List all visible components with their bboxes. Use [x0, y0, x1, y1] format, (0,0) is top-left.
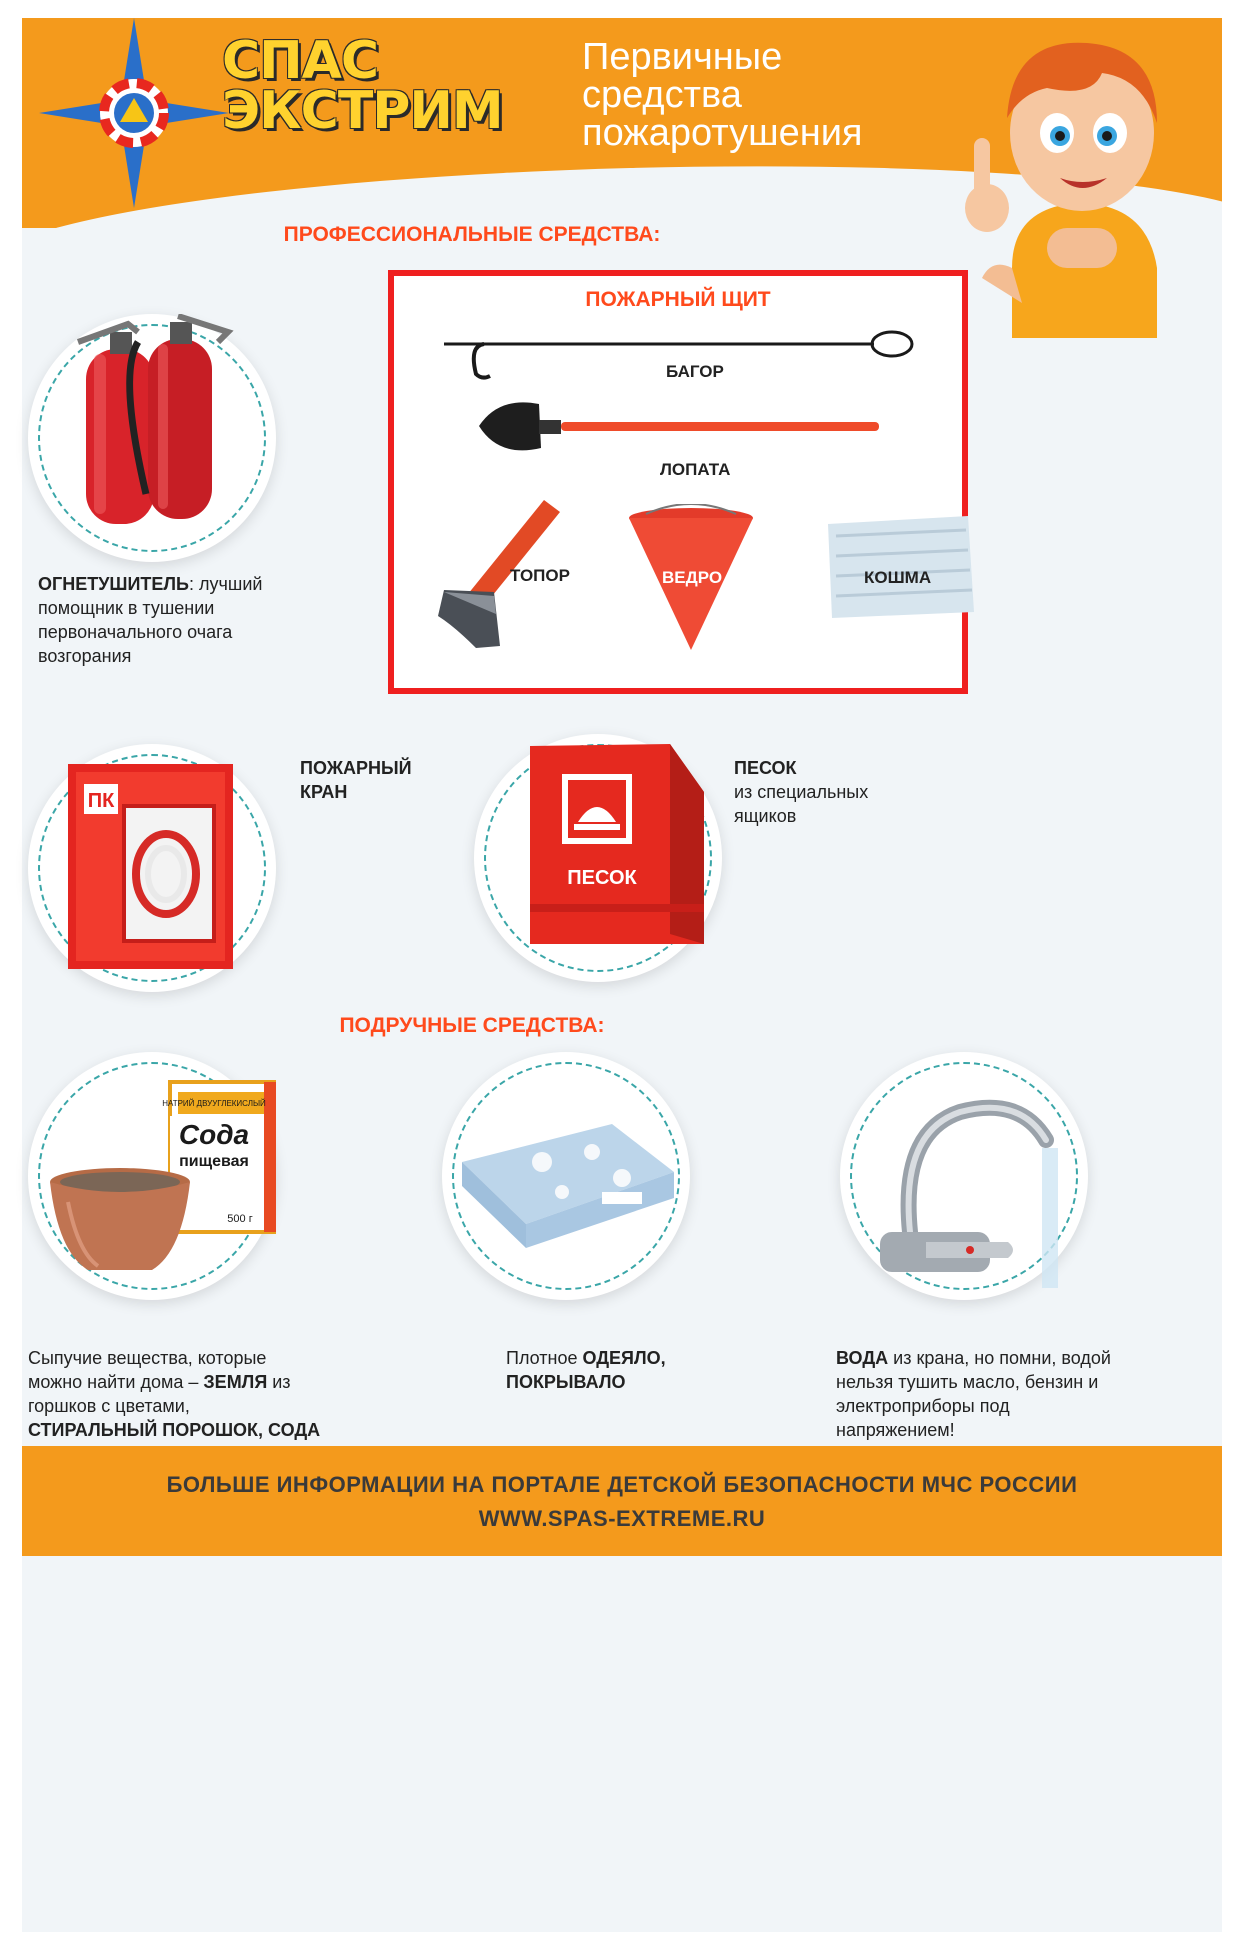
blanket-circle [442, 1052, 690, 1300]
poster [22, 18, 1222, 1932]
flower-pot-and-soda-icon [28, 1052, 276, 1300]
improvised-heading: ПОДРУЧНЫЕ СРЕДСТВА: [339, 1014, 605, 1037]
sand-name: ПЕСОК [734, 758, 797, 778]
bulk-line-2-c: из [267, 1372, 291, 1392]
hydrant-line-2: КРАН [300, 782, 348, 802]
sand-box-label: ПЕСОК [567, 867, 637, 889]
footer-url[interactable]: WWW.SPAS-EXTREME.RU [478, 1506, 766, 1531]
blanket-line-1 [506, 1346, 726, 1370]
fire-shield-title: ПОЖАРНЫЙ ЩИТ [585, 288, 771, 311]
shovel-label: ЛОПАТА [660, 460, 731, 479]
fire-extinguisher-icon [28, 314, 276, 562]
bulk-line-4: СТИРАЛЬНЫЙ ПОРОШОК, СОДА [28, 1420, 321, 1440]
water-faucet-icon [840, 1052, 1088, 1300]
boy-mascot-icon [952, 18, 1202, 338]
extinguisher-line-3: первоначального очага [38, 622, 233, 642]
hydrant-line-1: ПОЖАРНЫЙ [300, 758, 412, 778]
sand-line-2: ящиков [734, 806, 797, 826]
soda-name-label: Сода [178, 1119, 250, 1150]
fire-shield-box [388, 270, 968, 694]
shovel-icon [479, 396, 899, 466]
brand-line-1: СПАС [222, 31, 379, 91]
water-line-2: нельзя тушить масло, бензин и [836, 1372, 1099, 1392]
bucket-label: ВЕДРО [662, 568, 723, 587]
blanket-word: ОДЕЯЛО, [582, 1348, 666, 1368]
extinguisher-line-4: возгорания [38, 646, 132, 666]
extinguisher-description [38, 572, 318, 668]
extinguisher-line-1-rest: : лучший [189, 574, 263, 594]
soda-top-label: НАТРИЙ ДВУУГЛЕКИСЛЫЙ [162, 1099, 266, 1108]
bulk-circle [28, 1052, 276, 1300]
hydrant-circle [28, 744, 276, 992]
axe-label: ТОПОР [510, 566, 570, 585]
footer-banner [22, 1446, 1222, 1556]
water-line-4: напряжением! [836, 1420, 955, 1440]
title-line-1: Первичные [582, 36, 783, 78]
page-title [582, 38, 942, 152]
blanket-icon [442, 1052, 690, 1300]
bulk-line-2-a: можно найти дома – [28, 1372, 204, 1392]
footer-info: БОЛЬШЕ ИНФОРМАЦИИ НА ПОРТАЛЕ ДЕТСКОЙ БЕЗОПАСНОСТИ МЧС РОССИИ [166, 1472, 1078, 1497]
bulk-line-3: горшков с цветами, [28, 1396, 190, 1416]
water-circle [840, 1052, 1088, 1300]
extinguisher-name: ОГНЕТУШИТЕЛЬ [38, 574, 189, 594]
blanket-description [506, 1346, 726, 1394]
water-description [836, 1346, 1176, 1442]
title-line-2: средства [582, 74, 742, 116]
brand-line-2: ЭКСТРИМ [222, 81, 503, 141]
sand-box-icon [474, 734, 722, 982]
soda-sub-label: пищевая [179, 1153, 249, 1170]
sand-description [734, 756, 954, 828]
hook-label: БАГОР [666, 362, 724, 381]
professional-heading: ПРОФЕССИОНАЛЬНЫЕ СРЕДСТВА: [283, 223, 661, 246]
bulk-description [28, 1346, 328, 1442]
hydrant-description [300, 756, 500, 804]
water-line-1-rest: из крана, но помни, водой [888, 1348, 1111, 1368]
fire-hydrant-cabinet-icon [28, 744, 276, 992]
bulk-line-2 [28, 1370, 328, 1394]
brand-logo [222, 31, 522, 141]
bulk-earth: ЗЕМЛЯ [203, 1372, 268, 1392]
water-line-1 [836, 1346, 1176, 1370]
soda-weight-label: 500 г [227, 1213, 253, 1225]
extinguisher-line-1 [38, 572, 318, 596]
emergency-star-logo-icon [34, 18, 234, 208]
extinguisher-line-2: помощник в тушении [38, 598, 215, 618]
water-line-3: электроприборы под [836, 1396, 1010, 1416]
bulk-line-1: Сыпучие вещества, которые [28, 1348, 267, 1368]
hydrant-box-label: ПК [87, 790, 115, 812]
title-line-3: пожаротушения [582, 112, 863, 154]
blanket-line-2: ПОКРЫВАЛО [506, 1372, 626, 1392]
blanket-line-1-a: Плотное [506, 1348, 583, 1368]
sand-line-1: из специальных [734, 782, 869, 802]
water-word: ВОДА [836, 1348, 889, 1368]
blanket-felt-label: КОШМА [864, 568, 932, 587]
extinguisher-circle [28, 314, 276, 562]
sand-circle [474, 734, 722, 982]
